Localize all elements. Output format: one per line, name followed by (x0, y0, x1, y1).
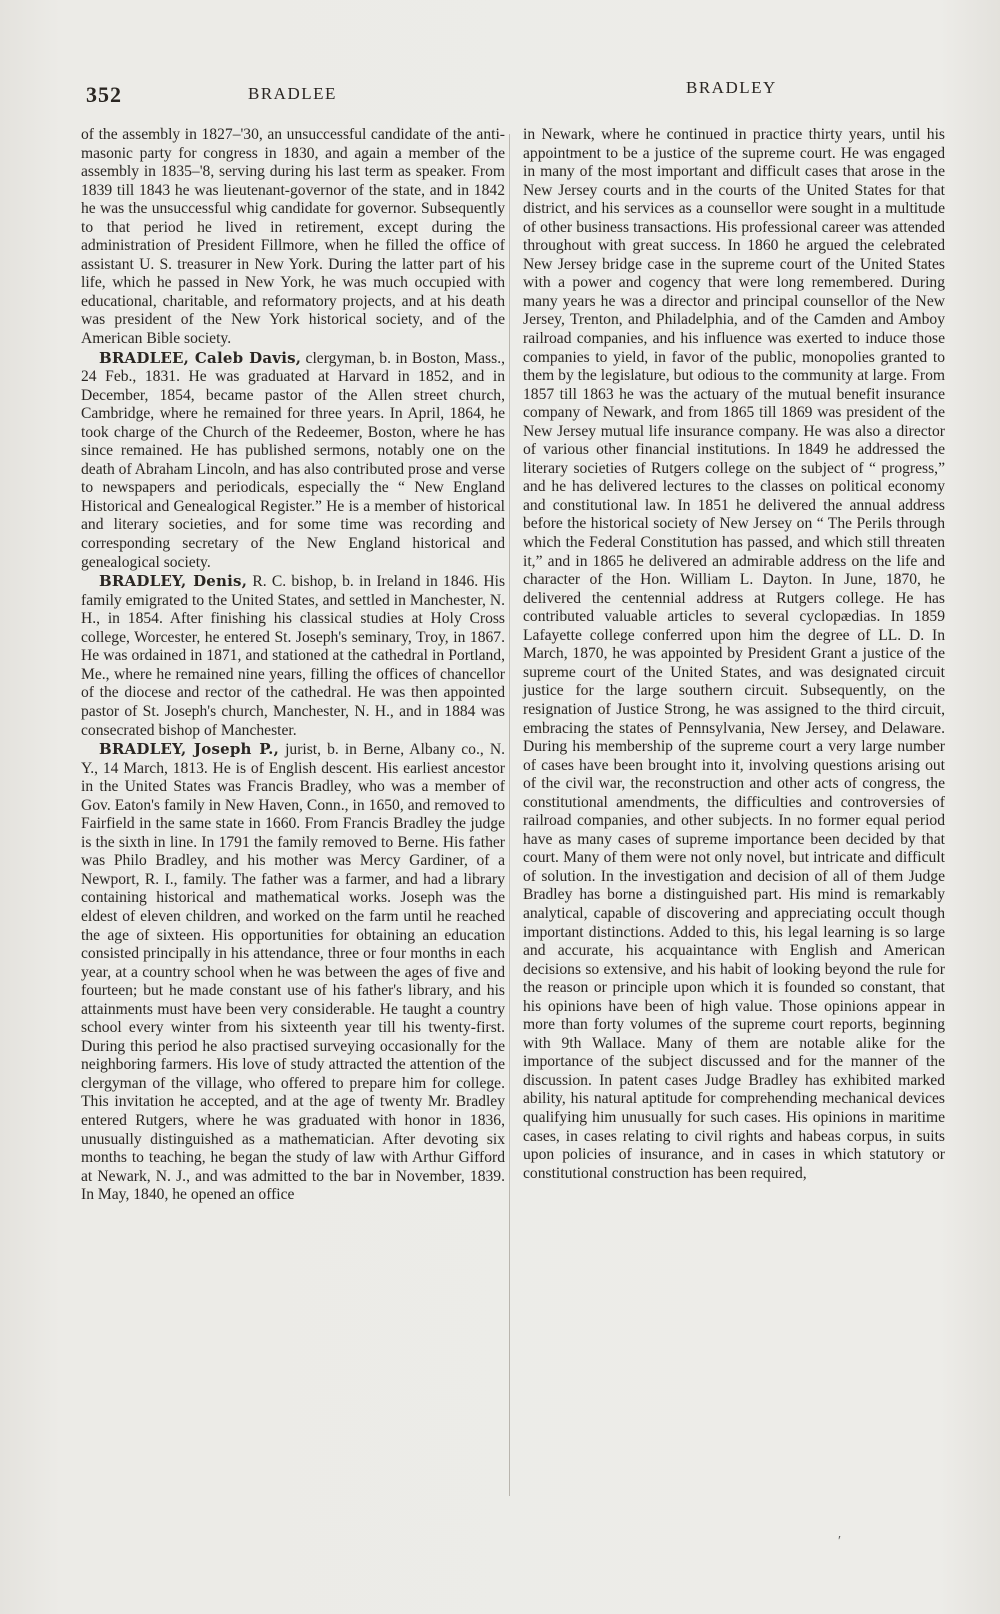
headword-bradlee-caleb: BRADLEE, Caleb Davis, (99, 348, 302, 367)
entry-text-bradley-joseph: jurist, b. in Berne, Albany co., N. Y., 14 March, 1813. He is of English descent. His earliest ancestor in the United States was Francis Bradley, who was a member of Gov. Eaton's family in New Haven, Conn., in 1650, and removed to Fairfield in the same state in 1660. From Francis Bradley the judge is the sixth in line. In 1791 the family removed to Berne. His father was Philo Bradley, and his mother was Mercy Gardiner, of a Newport, R. I., family. The father was a farmer, and had a library containing historical and mathematical works. Joseph was the eldest of eleven children, and worked on the farm until he reached the age of sixteen. His opportunities for obtaining an education consisted principally in his attendance, three or four months in each year, at a country school when he was between the ages of five and fourteen; but he made constant use of his father's library, and his attainments must have been very considerable. He taught a country school every winter from his sixteenth year till his twenty-first. During this period he also practised surveying occasionally for the neighboring farmers. His love of study attracted the attention of the clergyman of the village, who offered to prepare him for college. This invitation he accepted, and at the age of twenty Mr. Bradley entered Rutgers, where he was graduated with honor in 1836, unusually distinguished as a mathematician. After devoting six months to teaching, he began the study of law with Arthur Gifford at Newark, N. J., and was admitted to the bar in November, 1839. In May, 1840, he opened an office (81, 741, 505, 1204)
column-divider (509, 134, 510, 1496)
right-column (523, 126, 945, 1183)
page-header (0, 78, 1000, 118)
headword-bradley-denis: BRADLEY, Denis, (99, 572, 248, 591)
entry-bradley-denis (81, 572, 505, 740)
entry-bradlee-caleb (81, 349, 505, 573)
right-column-text: in Newark, where he continued in practice thirty years, until his appointment to be a justice of the supreme court. He was engaged in many of the most important and difficult cases that arose in the New Jersey courts and in the courts of the United States for that district, and his services as a counsellor were sought in a multitude of other business transactions. His professional career was attended throughout with great success. In 1860 he argued the celebrated New Jersey bridge case in the supreme court of the United States with a power and cogency that were long remembered. During many years he was a director and principal counsellor of the New Jersey, Trenton, and Philadelphia, and of the Camden and Amboy railroad companies, and his influence was exerted to induce those companies to yield, in favor of the public, monopolies granted to them by the legislature, but odious to the community at large. From 1857 till 1863 he was the actuary of the mutual benefit insurance company of Newark, and from 1865 till 1869 was president of the New Jersey mutual life insurance company. He was also a director of various other financial institutions. In 1849 he addressed the literary societies of Rutgers college on the subject of “ progress,” and he has delivered lectures to the classes on political economy and constitutional law. In 1851 he delivered the annual address before the historical society of New Jersey on “ The Perils through which the Federal Constitution has passed, and which still threaten it,” and in 1865 he delivered an admirable address on the life and character of the Hon. William L. Dayton. In June, 1870, he delivered the centennial address at Rutgers college. He has contributed valuable articles to several cyclopædias. In 1859 Lafayette college conferred upon him the degree of LL. D. In March, 1870, he was appointed by President Grant a justice of the supreme court of the United States, and was designated circuit justice for the large southern circuit. Subsequently, on the resignation of Justice Strong, he was assigned to the third circuit, embracing the states of Pennsylvania, New Jersey, and Delaware. During his membership of the supreme court a very large number of cases have been brought into it, involving questions arising out of the civil war, the reconstruction and other acts of congress, the constitutional amendments, the difficulties and controversies of railroad companies, and other subjects. In no former equal period have as many cases of supreme importance been decided by that court. Many of them were not only novel, but intricate and difficult of solution. In the investigation and decision of all of them Judge Bradley has borne a distinguished part. His mind is remarkably analytical, capable of discovering and appreciating occult though important distinctions. Added to this, his legal learning is so large and accurate, his acquaintance with English and American decisions so extensive, and his habit of looking beyond the rule for the reason or principle upon which it is founded so constant, that his opinions have been of high value. Those opinions appear in more than forty volumes of the supreme court reports, beginning with 9th Wallace. Many of them are notable alike for the importance of the subject discussed and for the manner of the discussion. In patent cases Judge Bradley has exhibited marked ability, his natural aptitude for comprehending mechanical devices qualifying him unusually for such cases. His opinions in maritime cases, in cases relating to civil rights and habeas corpus, in suits upon policies of insurance, and in cases in which statutory or constitutional construction has been required, (523, 126, 945, 1182)
headword-bradley-joseph: BRADLEY, Joseph P., (99, 740, 280, 759)
continued-paragraph: of the assembly in 1827–'30, an unsuccessful candidate of the anti-masonic party for congress in 1830, and again a member of the assembly in 1835–'8, serving during his last term as speaker. From 1839 till 1843 he was lieutenant-governor of the state, and in 1842 he was the unsuccessful whig candidate for governor. Subsequently to that period he lived in retirement, except during the administration of President Fillmore, when he filled the office of assistant U. S. treasurer in New York. During the latter part of his life, which he passed in New York, he was much occupied with educational, charitable, and reformatory projects, and at his death was president of the New York historical society, and of the American Bible society. (81, 126, 505, 348)
stray-mark: ′ (838, 1534, 842, 1549)
running-head-left: BRADLEE (248, 84, 337, 103)
entry-text-bradley-denis: R. C. bishop, b. in Ireland in 1846. His family emigrated to the United States, and settled in Manchester, N. H., in 1854. After finishing his classical studies at Holy Cross college, Worcester, he entered St. Joseph's seminary, Troy, in 1867. He was ordained in 1871, and stationed at the cathedral in Portland, Me., where he remained nine years, filling the offices of chancellor of the diocese and rector of the cathedral. He was then appointed pastor of St. Joseph's church, Manchester, N. H., and in 1884 was consecrated bishop of Manchester. (81, 573, 506, 739)
left-column (81, 126, 505, 1205)
running-head-right: BRADLEY (686, 78, 777, 97)
entry-bradley-joseph (81, 740, 505, 1205)
page-number: 352 (86, 82, 122, 107)
entry-text-bradlee-caleb: clergyman, b. in Boston, Mass., 24 Feb., 1831. He was graduated at Harvard in 1852, and in December, 1854, became pastor of the Allen street church, Cambridge, where he remained for three years. In April, 1864, he took charge of the Church of the Redeemer, Boston, where he has since remained. He has published sermons, notably one on the death of Abraham Lincoln, and has also contributed prose and verse to newspapers and periodicals, especially the “ New England Historical and Genealogical Register.” He is a member of historical and literary societies, and for some time was recording and corresponding secretary of the New England historical and genealogical society. (81, 349, 505, 571)
